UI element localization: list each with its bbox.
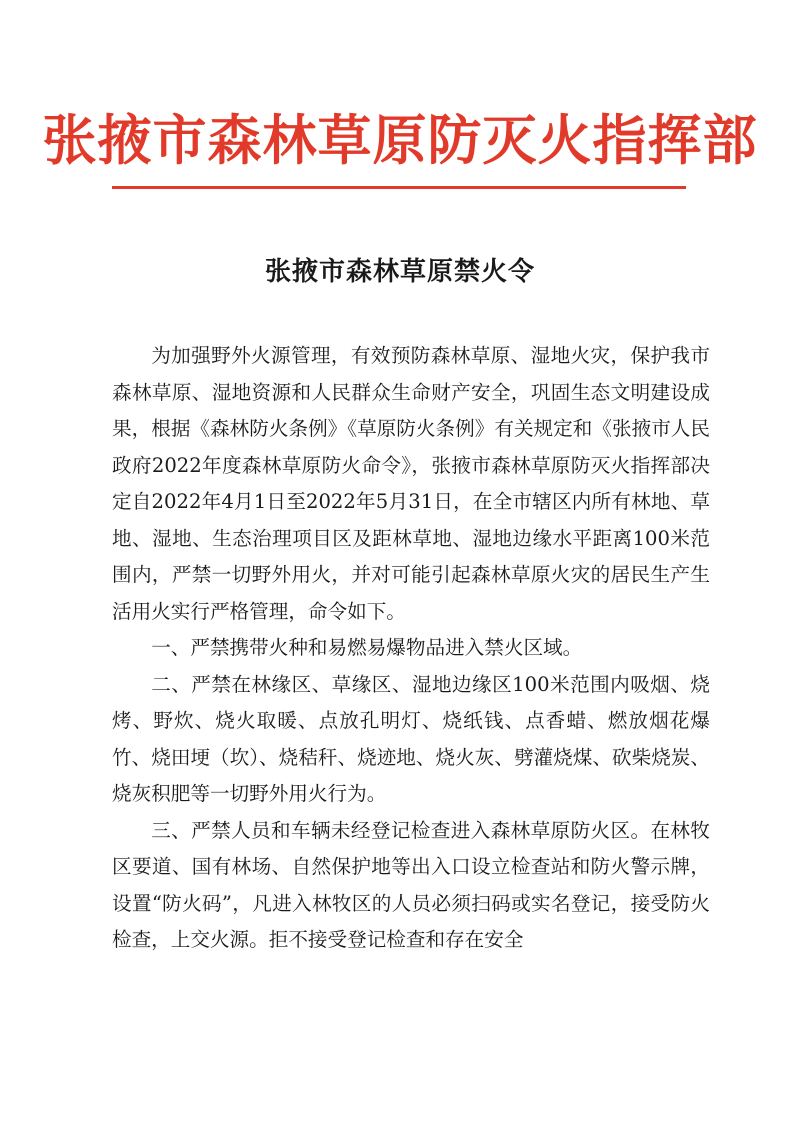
intro-paragraph: 为加强野外火源管理，有效预防森林草原、湿地火灾，保护我市森林草原、湿地资源和人民群众生命财产安全，巩固生态文明建设成果，根据《森林防火条例》《草原防火条例》有关规定和《张掖市人民政府2022年度森林草原防火命令》，张掖市森林草原防灭火指挥部决定自2022年4月1日至2022年5月31日，在全市辖区内所有林地、草地、湿地、生态治理项目区及距林草地、湿地边缘水平距离100米范围内，严禁一切野外用火，并对可能引起森林草原火灾的居民生产生活用火实行严格管理，命令如下。 bbox=[112, 344, 710, 623]
document-body bbox=[112, 338, 710, 959]
article-2: 二、严禁在林缘区、草缘区、湿地边缘区100米范围内吸烟、烧烤、野炊、烧火取暖、点放孔明灯、烧纸钱、点香蜡、燃放烟花爆竹、烧田埂（坎）、烧秸秆、烧迹地、烧火灰、劈灌烧煤、砍柴烧炭、烧灰积肥等一切野外用火行为。 bbox=[112, 672, 710, 805]
letterhead: 张掖市森林草原防灭火指挥部 bbox=[42, 108, 758, 172]
red-divider-rule bbox=[112, 186, 686, 189]
article-1: 一、严禁携带火种和易燃易爆物品进入禁火区域。 bbox=[151, 636, 583, 659]
article-3: 三、严禁人员和车辆未经登记检查进入森林草原防火区。在林牧区要道、国有林场、自然保护地等出入口设立检查站和防火警示牌，设置“防火码”，凡进入林牧区的人员必须扫码或实名登记，接受防火检查，上交火源。拒不接受登记检查和存在安全 bbox=[112, 818, 710, 951]
document-title: 张掖市森林草原禁火令 bbox=[264, 257, 535, 287]
